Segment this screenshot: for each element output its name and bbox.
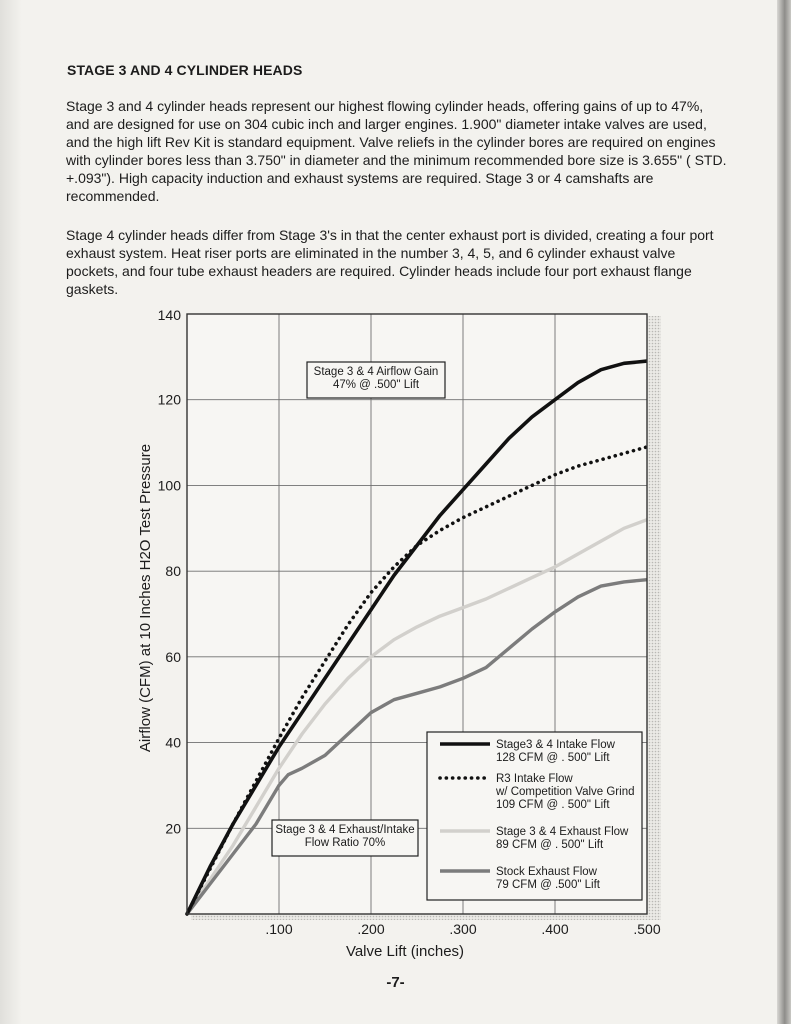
legend-label: 89 CFM @ . 500" Lift: [496, 839, 604, 851]
x-tick-label: .100: [265, 921, 293, 937]
legend-label: R3 Intake Flow: [496, 773, 573, 785]
paragraph-stage3: Stage 3 and 4 cylinder heads represent our highest flowing cylinder heads, offering gains of up to 47%, and are designed for use on 304 cubic inch and larger engines. 1.900" diameter intake valves are used, and the high lift Rev Kit is standard equipment. Valve reliefs in the cylinder bores are required on engines with cylinder bores less than 3.750" in diameter and the minimum recommended bore size is 3.655" ( STD. +.093"). High capacity induction and exhaust systems are required. Stage 3 or 4 camshafts are recommended.: [66, 98, 727, 204]
chart-legend: [427, 732, 642, 900]
x-tick-label: .200: [357, 921, 385, 937]
annotation-text: Flow Ratio 70%: [304, 837, 386, 849]
legend-label: Stage3 & 4 Intake Flow: [496, 739, 615, 751]
y-tick-label: 80: [165, 563, 181, 580]
page-number: -7-: [386, 974, 405, 991]
y-axis-ticks: [158, 307, 182, 836]
y-axis-label: Airflow (CFM) at 10 Inches H2O Test Pressure: [137, 443, 154, 753]
y-tick-label: 60: [165, 648, 181, 665]
section-heading: STAGE 3 AND 4 CYLINDER HEADS: [67, 62, 303, 78]
x-tick-label: .300: [449, 921, 477, 937]
legend-label: Stage 3 & 4 Exhaust Flow: [496, 826, 629, 838]
y-tick-label: 20: [165, 820, 181, 837]
x-tick-label: .500: [633, 921, 661, 937]
x-axis-label: Valve Lift (inches): [345, 943, 465, 960]
y-tick-label: 100: [157, 477, 181, 494]
annotation-text: 47% @ .500" Lift: [332, 379, 420, 391]
legend-label: 79 CFM @ .500" Lift: [496, 879, 600, 891]
y-tick-label: 40: [165, 734, 181, 751]
x-axis-ticks: [265, 921, 660, 937]
paragraph-stage4: Stage 4 cylinder heads differ from Stage 3's in that the center exhaust port is divided, creating a four port exhaust system. Heat riser ports are eliminated in the number 3, 4, 5, and 6 cylinder exhaust valve pockets, and four tube exhaust headers are required. Cylinder heads include four port exhaust flange gaskets.: [66, 227, 714, 297]
x-tick-label: .400: [541, 921, 569, 937]
annotation-text: Stage 3 & 4 Exhaust/Intake: [275, 824, 415, 836]
legend-label: 128 CFM @ . 500" Lift: [496, 752, 610, 764]
y-tick-label: 120: [157, 391, 181, 408]
legend-label: w/ Competition Valve Grind: [496, 786, 635, 798]
legend-label: Stock Exhaust Flow: [496, 866, 597, 878]
legend-label: 109 CFM @ . 500" Lift: [496, 799, 610, 811]
airflow-chart: [0, 300, 791, 970]
annotation-text: Stage 3 & 4 Airflow Gain: [313, 366, 439, 378]
y-tick-label: 140: [157, 307, 181, 323]
